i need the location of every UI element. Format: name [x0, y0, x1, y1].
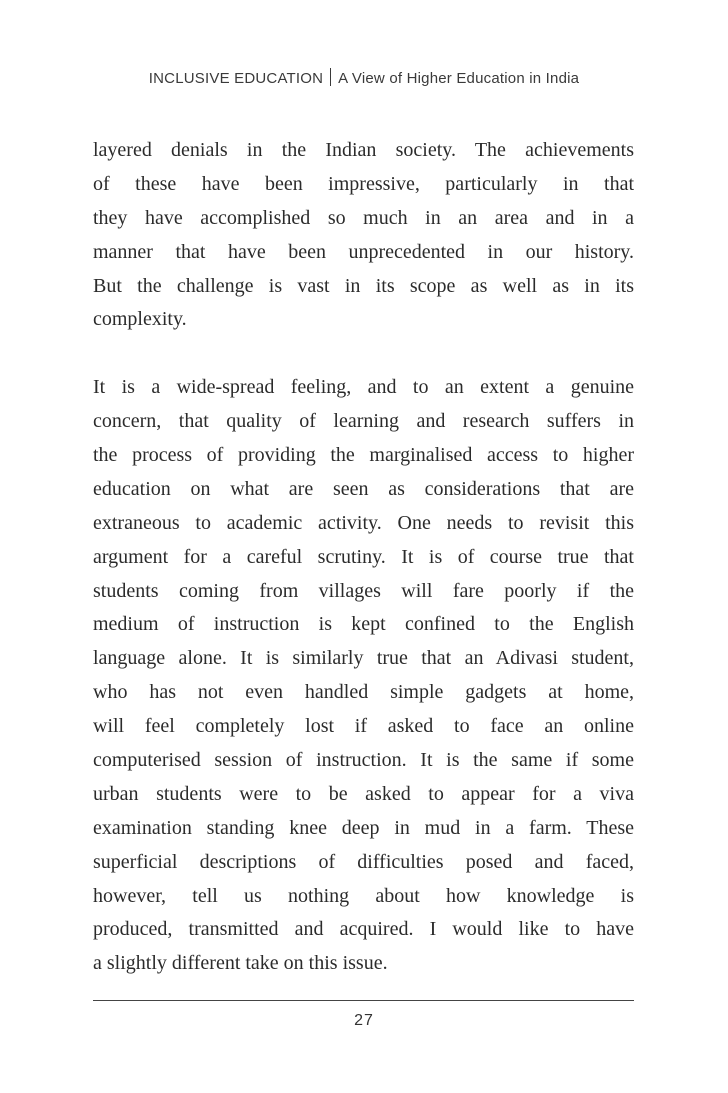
text-line: medium of instruction is kept confined to the English [93, 613, 634, 636]
footer-rule [93, 1000, 634, 1001]
text-line: who has not even handled simple gadgets at home, [93, 681, 634, 704]
text-line: examination standing knee deep in mud in a farm. These [93, 816, 634, 839]
text-line: superficial descriptions of difficulties posed and faced, [93, 850, 634, 873]
text-line: urban students were to be asked to appear for a viva [93, 782, 634, 805]
text-line: students coming from villages will fare poorly if the [93, 579, 634, 602]
text-line: concern, that quality of learning and research suffers in [93, 410, 634, 433]
text-line: layered denials in the Indian society. The achievements [93, 139, 634, 161]
page-number: 27 [354, 1012, 374, 1029]
running-header [0, 68, 728, 87]
text-line: argument for a careful scrutiny. It is of course true that [93, 545, 634, 568]
header-separator [330, 68, 331, 86]
text-line: But the challenge is vast in its scope as well as in its [93, 274, 634, 297]
text-line: manner that have been unprecedented in our history. [93, 240, 634, 263]
text-line: of these have been impressive, particularly in that [93, 172, 634, 195]
text-line: computerised session of instruction. It is the same if some [93, 749, 634, 772]
paragraph-spacer [93, 337, 634, 371]
text-line: language alone. It is similarly true that an Adivasi student, [93, 647, 634, 670]
text-line: It is a wide-spread feeling, and to an extent a genuine [93, 376, 634, 399]
text-line: will feel completely lost if asked to face an online [93, 715, 634, 738]
paragraph-2 [93, 371, 634, 981]
text-line: produced, transmitted and acquired. I would like to have [93, 918, 634, 941]
body-text [93, 134, 634, 981]
text-line: a slightly different take on this issue. [93, 952, 388, 975]
text-line: however, tell us nothing about how knowledge is [93, 884, 634, 907]
text-line: they have accomplished so much in an area and in a [93, 206, 634, 229]
book-title: INCLUSIVE EDUCATION [148, 70, 324, 87]
text-line: complexity. [93, 308, 187, 331]
text-line: education on what are seen as considerations that are [93, 477, 634, 500]
paragraph-1 [93, 134, 634, 337]
chapter-title: A View of Higher Education in India [338, 70, 580, 87]
text-line: the process of providing the marginalised access to higher [93, 444, 634, 467]
text-line: extraneous to academic activity. One needs to revisit this [93, 511, 634, 534]
